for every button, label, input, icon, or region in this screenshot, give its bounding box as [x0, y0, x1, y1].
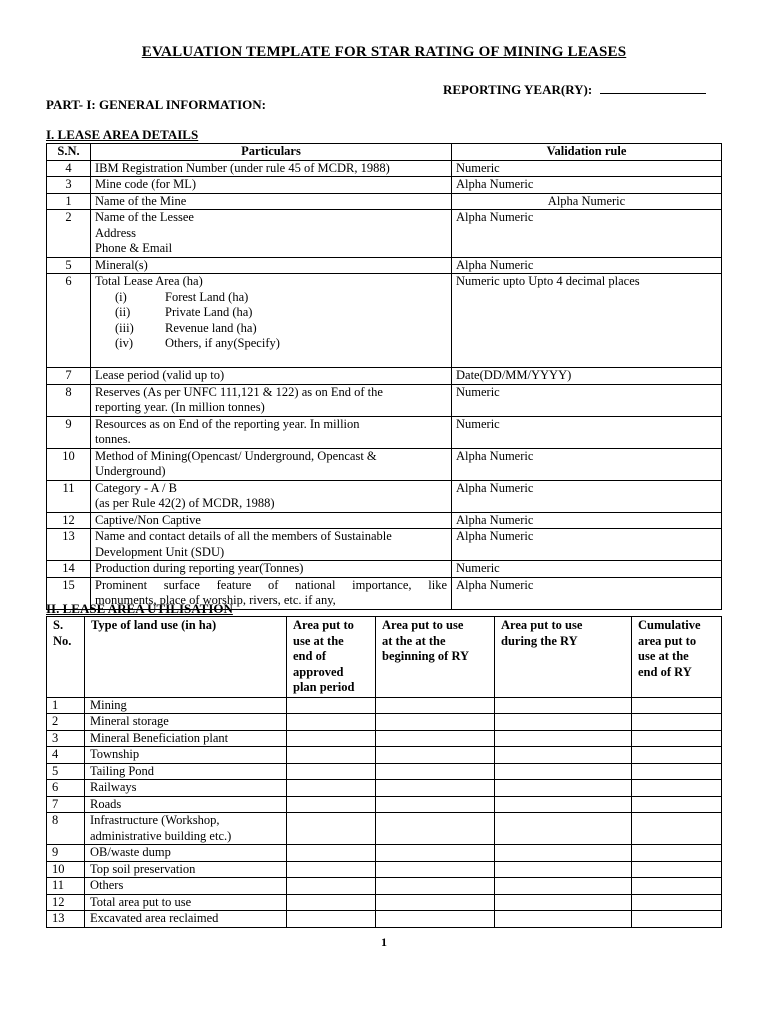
empty-entry-cell — [495, 861, 632, 878]
table-row — [47, 861, 722, 878]
header-line: use at the — [293, 633, 344, 648]
row-land-use — [85, 763, 287, 780]
row-validation-rule: Numeric — [452, 416, 722, 448]
table-row — [47, 714, 722, 731]
section2-title: II. LEASE AREA UTILISATION — [46, 601, 233, 616]
document-title: EVALUATION TEMPLATE FOR STAR RATING OF MINING LEASES — [141, 44, 627, 60]
table-row — [47, 911, 722, 928]
table-row — [47, 796, 722, 813]
table-row — [47, 193, 722, 210]
header-line: Area put to — [293, 618, 354, 632]
table-row — [47, 416, 722, 448]
row-sn: 1 — [47, 697, 85, 714]
header-line: Area put to use — [382, 618, 464, 632]
empty-entry-cell — [495, 894, 632, 911]
particulars-line: Category - A / B — [95, 480, 177, 495]
row-sn: 12 — [47, 512, 91, 529]
empty-entry-cell — [632, 763, 722, 780]
row-land-use — [85, 747, 287, 764]
empty-entry-cell — [495, 730, 632, 747]
row-particulars — [91, 257, 452, 274]
row-validation-rule: Alpha Numeric — [452, 529, 722, 561]
row-land-use — [85, 878, 287, 895]
table-row — [47, 813, 722, 845]
empty-entry-cell — [376, 763, 495, 780]
empty-entry-cell — [495, 697, 632, 714]
row-land-use — [85, 796, 287, 813]
table-row — [47, 274, 722, 368]
row-sn: 1 — [47, 193, 91, 210]
particulars-line: Mineral(s) — [95, 257, 148, 272]
row-sn: 7 — [47, 796, 85, 813]
land-use-line: OB/waste dump — [90, 845, 171, 859]
empty-entry-cell — [287, 878, 376, 895]
particulars-line: tonnes. — [95, 432, 131, 446]
row-land-use — [85, 845, 287, 862]
particulars-line: Address — [95, 225, 136, 240]
table-row — [47, 448, 722, 480]
header-line: end of RY — [638, 664, 692, 679]
empty-entry-cell — [495, 813, 632, 845]
table-row — [47, 894, 722, 911]
empty-entry-cell — [495, 714, 632, 731]
row-sn: 4 — [47, 747, 85, 764]
row-particulars — [91, 529, 452, 561]
particulars-line: Resources as on End of the reporting year. In million — [95, 416, 360, 431]
land-use-line: Infrastructure (Workshop, — [90, 813, 220, 827]
empty-entry-cell — [632, 780, 722, 797]
land-use-line: Railways — [90, 780, 137, 794]
land-use-line: Others — [90, 878, 124, 892]
empty-entry-cell — [376, 878, 495, 895]
particulars-line: Reserves (As per UNFC 111,121 & 122) as on End of the — [95, 384, 383, 399]
header-line: end of — [293, 649, 326, 663]
empty-entry-cell — [495, 780, 632, 797]
empty-entry-cell — [287, 730, 376, 747]
particulars-line: Method of Mining(Opencast/ Underground, Opencast & — [95, 448, 377, 463]
empty-entry-cell — [287, 747, 376, 764]
header-cell — [632, 617, 722, 698]
particulars-line: monuments, place of worship, rivers, etc. if any, — [95, 593, 336, 607]
row-validation-rule: Alpha Numeric — [452, 177, 722, 194]
table-row — [47, 845, 722, 862]
particulars-line: Captive/Non Captive — [95, 512, 201, 527]
row-land-use — [85, 714, 287, 731]
row-validation-rule: Numeric — [452, 160, 722, 177]
empty-entry-cell — [287, 845, 376, 862]
land-use-line: Tailing Pond — [90, 763, 155, 778]
header-validation-rule: Validation rule — [452, 144, 722, 161]
row-land-use — [85, 861, 287, 878]
empty-entry-cell — [632, 747, 722, 764]
header-line: approved — [293, 664, 344, 679]
row-sn: 10 — [47, 448, 91, 480]
row-sn: 6 — [47, 780, 85, 797]
row-validation-rule: Alpha Numeric — [452, 480, 722, 512]
empty-entry-cell — [632, 861, 722, 878]
sub-item-text: Revenue land (ha) — [165, 320, 257, 335]
empty-entry-cell — [632, 894, 722, 911]
particulars-line: Total Lease Area (ha) — [95, 274, 203, 288]
table-row — [47, 730, 722, 747]
table-row — [47, 697, 722, 714]
empty-entry-cell — [376, 911, 495, 928]
sub-item-numeral: (iv) — [115, 336, 134, 350]
row-validation-rule: Alpha Numeric — [452, 577, 722, 609]
row-land-use — [85, 780, 287, 797]
row-sn: 8 — [47, 813, 85, 845]
row-land-use — [85, 813, 287, 845]
table-header-row — [47, 144, 722, 161]
sub-item-numeral: (iii) — [115, 320, 134, 335]
row-sn: 5 — [47, 763, 85, 780]
row-sn: 11 — [47, 878, 85, 895]
row-validation-rule: Alpha Numeric — [452, 210, 722, 258]
particulars-line: IBM Registration Number (under rule 45 of MCDR, 1988) — [95, 160, 390, 175]
empty-entry-cell — [287, 861, 376, 878]
table-row — [47, 210, 722, 258]
row-sn: 7 — [47, 368, 91, 385]
empty-entry-cell — [376, 780, 495, 797]
particulars-line: Underground) — [95, 464, 166, 478]
empty-entry-cell — [632, 878, 722, 895]
empty-entry-cell — [287, 763, 376, 780]
row-sn: 2 — [47, 210, 91, 258]
row-particulars — [91, 160, 452, 177]
empty-entry-cell — [287, 911, 376, 928]
header-cell — [376, 617, 495, 698]
land-use-line: Mineral storage — [90, 714, 169, 728]
row-validation-rule: Numeric — [452, 561, 722, 578]
table-row — [47, 747, 722, 764]
row-land-use — [85, 894, 287, 911]
section1-title: I. LEASE AREA DETAILS — [46, 127, 199, 142]
row-particulars — [91, 448, 452, 480]
row-validation-rule: Date(DD/MM/YYYY) — [452, 368, 722, 385]
header-line: during the RY — [501, 633, 578, 648]
sub-item-text: Private Land (ha) — [165, 305, 253, 319]
empty-entry-cell — [287, 796, 376, 813]
particulars-line: Name and contact details of all the members of Sustainable — [95, 529, 392, 543]
row-sn: 15 — [47, 577, 91, 609]
reporting-year-blank — [600, 82, 706, 94]
header-line: area put to — [638, 633, 697, 648]
empty-entry-cell — [495, 911, 632, 928]
table-row — [47, 177, 722, 194]
empty-entry-cell — [632, 697, 722, 714]
table-row — [47, 368, 722, 385]
header-line: Type of land use (in ha) — [91, 618, 217, 632]
land-use-line: Top soil preservation — [90, 861, 196, 876]
land-use-line: Township — [90, 747, 140, 761]
row-particulars — [91, 177, 452, 194]
row-particulars — [91, 210, 452, 258]
sub-item-text: Others, if any(Specify) — [165, 336, 280, 350]
part-title: PART- I: GENERAL INFORMATION: — [46, 97, 266, 112]
sub-item — [95, 290, 447, 306]
row-land-use — [85, 911, 287, 928]
empty-entry-cell — [632, 845, 722, 862]
land-use-line: administrative building etc.) — [90, 828, 232, 843]
row-particulars — [91, 193, 452, 210]
header-line: Area put to use — [501, 618, 583, 632]
row-particulars — [91, 561, 452, 578]
particulars-line: Name of the Lessee — [95, 210, 194, 224]
particulars-line: Development Unit (SDU) — [95, 544, 225, 559]
row-sn: 10 — [47, 861, 85, 878]
header-line: plan period — [293, 680, 355, 694]
header-line: at the at the — [382, 633, 446, 648]
empty-entry-cell — [287, 697, 376, 714]
row-sn: 3 — [47, 177, 91, 194]
row-validation-rule: Numeric upto Upto 4 decimal places — [452, 274, 722, 368]
table-row — [47, 512, 722, 529]
row-land-use — [85, 697, 287, 714]
empty-entry-cell — [287, 780, 376, 797]
empty-entry-cell — [287, 714, 376, 731]
particulars-line: Name of the Mine — [95, 193, 187, 208]
row-sn: 12 — [47, 894, 85, 911]
lease-area-utilisation-table — [46, 616, 722, 928]
empty-entry-cell — [632, 796, 722, 813]
table-row — [47, 878, 722, 895]
empty-entry-cell — [495, 763, 632, 780]
sub-item-text: Forest Land (ha) — [165, 289, 249, 304]
particulars-line: Mine code (for ML) — [95, 177, 197, 191]
land-use-line: Excavated area reclaimed — [90, 911, 219, 925]
row-particulars — [91, 368, 452, 385]
row-land-use — [85, 730, 287, 747]
sub-item — [95, 321, 447, 337]
row-sn: 6 — [47, 274, 91, 368]
row-sn: 13 — [47, 529, 91, 561]
empty-entry-cell — [632, 730, 722, 747]
row-sn: 8 — [47, 384, 91, 416]
header-particulars: Particulars — [91, 144, 452, 161]
empty-entry-cell — [287, 813, 376, 845]
land-use-line: Total area put to use — [90, 894, 192, 909]
reporting-year-field — [443, 82, 706, 98]
empty-entry-cell — [495, 845, 632, 862]
header-line: use at the — [638, 649, 689, 663]
row-validation-rule: Alpha Numeric — [452, 193, 722, 210]
header-line: No. — [53, 633, 72, 648]
table-row — [47, 780, 722, 797]
row-particulars — [91, 480, 452, 512]
table-row — [47, 257, 722, 274]
row-sn: 5 — [47, 257, 91, 274]
land-use-line: Mining — [90, 697, 127, 712]
sub-item-numeral: (i) — [115, 289, 127, 304]
blank-line — [95, 352, 447, 368]
empty-entry-cell — [495, 796, 632, 813]
lease-area-details-table — [46, 143, 722, 610]
table-row — [47, 384, 722, 416]
sub-item-numeral: (ii) — [115, 305, 131, 319]
particulars-line: Production during reporting year(Tonnes) — [95, 561, 304, 575]
table-row — [47, 561, 722, 578]
empty-entry-cell — [632, 714, 722, 731]
header-line: Cumulative — [638, 618, 701, 632]
empty-entry-cell — [376, 747, 495, 764]
row-particulars — [91, 512, 452, 529]
table-row — [47, 763, 722, 780]
empty-entry-cell — [376, 714, 495, 731]
empty-entry-cell — [495, 747, 632, 764]
empty-entry-cell — [376, 894, 495, 911]
table-row — [47, 480, 722, 512]
row-sn: 13 — [47, 911, 85, 928]
particulars-line: Lease period (valid up to) — [95, 368, 225, 382]
page-number: 1 — [381, 935, 387, 949]
header-cell — [85, 617, 287, 698]
empty-entry-cell — [632, 813, 722, 845]
row-validation-rule: Alpha Numeric — [452, 512, 722, 529]
land-use-line: Mineral Beneficiation plant — [90, 730, 229, 745]
row-sn: 3 — [47, 730, 85, 747]
table-row — [47, 160, 722, 177]
row-sn: 2 — [47, 714, 85, 731]
sub-item — [95, 336, 447, 352]
row-validation-rule: Numeric — [452, 384, 722, 416]
reporting-year-label: REPORTING YEAR(RY): — [443, 82, 593, 97]
header-sn: S.N. — [47, 144, 91, 161]
empty-entry-cell — [376, 845, 495, 862]
particulars-line: (as per Rule 42(2) of MCDR, 1988) — [95, 496, 275, 510]
empty-entry-cell — [376, 796, 495, 813]
particulars-line: reporting year. (In million tonnes) — [95, 400, 265, 414]
row-sn: 11 — [47, 480, 91, 512]
row-particulars — [91, 416, 452, 448]
table-row — [47, 529, 722, 561]
empty-entry-cell — [287, 894, 376, 911]
empty-entry-cell — [632, 911, 722, 928]
table-header-row — [47, 617, 722, 698]
header-cell — [495, 617, 632, 698]
row-particulars — [91, 274, 452, 368]
row-particulars — [91, 384, 452, 416]
empty-entry-cell — [376, 861, 495, 878]
particulars-line: Phone & Email — [95, 241, 173, 255]
row-sn: 9 — [47, 416, 91, 448]
row-validation-rule: Alpha Numeric — [452, 448, 722, 480]
header-cell — [47, 617, 85, 698]
empty-entry-cell — [376, 697, 495, 714]
header-line: S. — [53, 618, 64, 632]
empty-entry-cell — [376, 813, 495, 845]
empty-entry-cell — [376, 730, 495, 747]
empty-entry-cell — [495, 878, 632, 895]
row-sn: 14 — [47, 561, 91, 578]
row-sn: 9 — [47, 845, 85, 862]
header-cell — [287, 617, 376, 698]
particulars-line: Prominent surface feature of national importance, like — [95, 577, 447, 592]
land-use-line: Roads — [90, 796, 122, 811]
sub-item — [95, 305, 447, 321]
row-sn: 4 — [47, 160, 91, 177]
row-validation-rule: Alpha Numeric — [452, 257, 722, 274]
header-line: beginning of RY — [382, 649, 470, 663]
